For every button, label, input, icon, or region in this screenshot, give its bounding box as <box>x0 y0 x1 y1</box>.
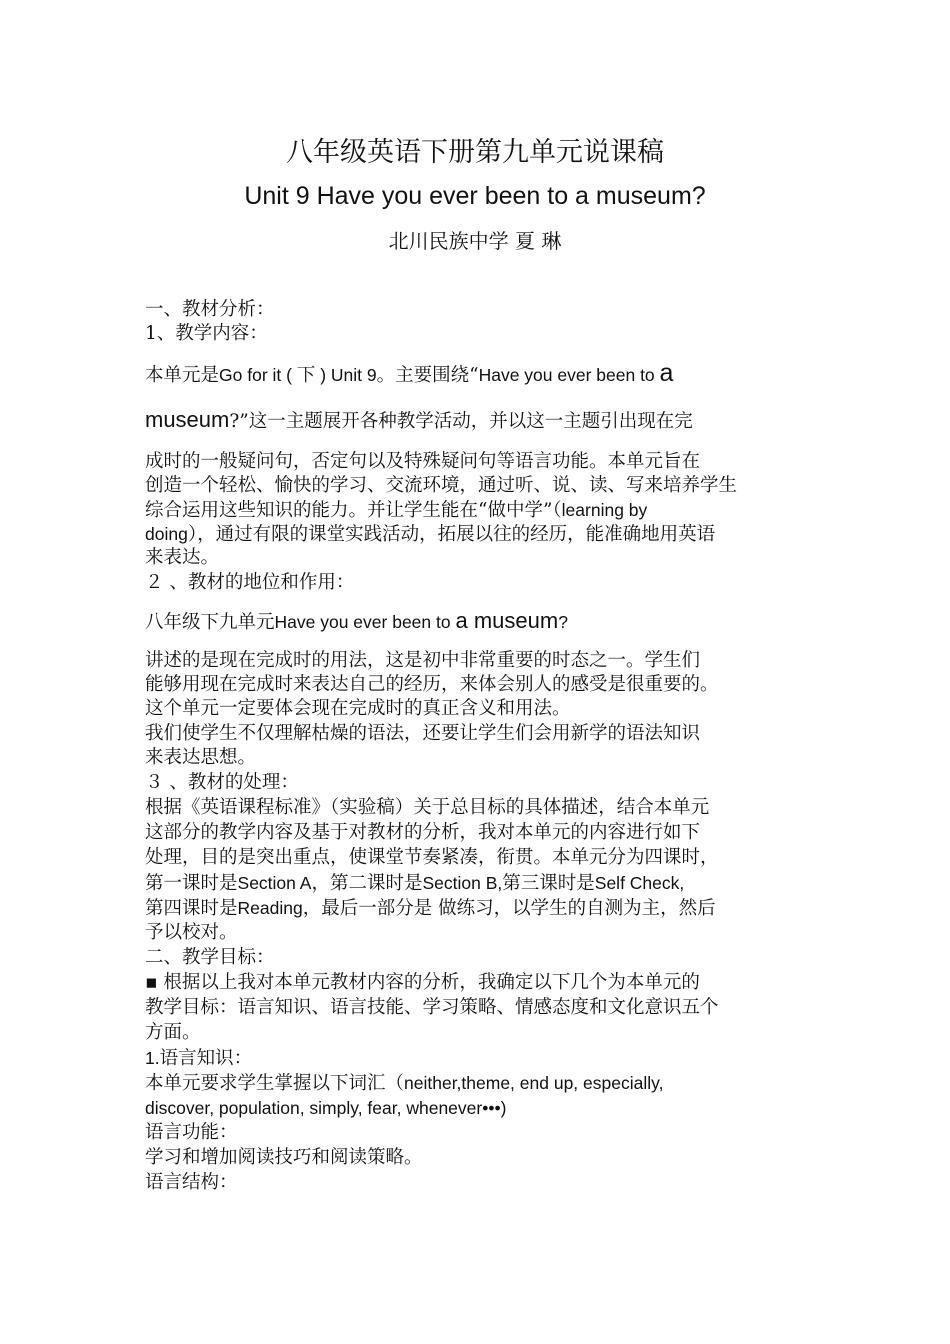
text-run: Have you ever been to <box>274 612 456 632</box>
paragraph-line: 学习和增加阅读技巧和阅读策略。 <box>145 1147 423 1168</box>
text-run: Section A <box>237 873 312 893</box>
text-run: 本单元要求学生掌握以下词汇（ <box>145 1073 405 1094</box>
text-run: 第四课时是 <box>145 898 238 919</box>
author-line: 北川民族中学 夏 琳 <box>388 229 562 253</box>
paragraph-line <box>145 361 673 388</box>
text-run: Self Check, <box>594 873 685 893</box>
paragraph-line <box>145 1071 663 1096</box>
paragraph-line: 根据《英语课程标准》（实验稿）关于总目标的具体描述，结合本单元 <box>145 797 710 818</box>
text-run: neither,theme, end up, especially, <box>404 1073 664 1093</box>
paragraph-line: 成时的一般疑问句，否定句以及特殊疑问句等语言功能。本单元旨在 <box>145 451 701 472</box>
paragraph-line <box>145 609 568 635</box>
paragraph-line: 处理，目的是突出重点，使课堂节奏紧凑，衔贯。本单元分为四课时， <box>145 847 719 868</box>
paragraph-line: 讲述的是现在完成时的用法，这是初中非常重要的时态之一。学生们 <box>145 650 701 671</box>
paragraph-line: 这部分的教学内容及基于对教材的分析，我对本单元的内容进行如下 <box>145 822 701 843</box>
text-run: museum <box>145 407 230 432</box>
text-run: ，第二课时是 <box>311 873 423 894</box>
paragraph-line: 这个单元一定要体会现在完成时的真正含义和用法。 <box>145 698 571 719</box>
text-run: ?”这一主题展开各种教学活动，并以这一主题引出现在完 <box>229 411 693 432</box>
text-run: 本单元是 <box>145 365 220 386</box>
text-run: 第一课时是 <box>145 873 238 894</box>
text-run: ，最后一部分是 做练习，以学生的自测为主，然后 <box>302 898 716 919</box>
paragraph-line: 方面。 <box>145 1022 201 1043</box>
paragraph-line: discover, population, simply, fear, whenever•••) <box>145 1098 507 1118</box>
paragraph-line: 予以校对。 <box>145 922 238 943</box>
section-heading-2: 二、教学目标： <box>145 947 275 968</box>
text-run: Section B, <box>422 873 503 893</box>
text-run: 第三课时是 <box>502 873 595 894</box>
text-run: ) Unit 9 <box>315 365 377 385</box>
document-title: 八年级英语下册第九单元说课稿 <box>286 137 664 168</box>
paragraph-line <box>145 522 715 547</box>
paragraph-line: 我们使学生不仅理解枯燥的语法，还要让学生们会用新学的语法知识 <box>145 723 701 744</box>
text-run: Reading <box>237 898 303 918</box>
text-run: 综合运用这些知识的能力。并让学生能在“做中学”（ <box>145 500 562 521</box>
document-subtitle: Unit 9 Have you ever been to a museum? <box>244 182 706 210</box>
subheading-2-1 <box>145 1046 252 1071</box>
text-run: ? <box>558 612 568 632</box>
paragraph-line <box>145 896 716 921</box>
text-run: Have you ever been to <box>478 365 660 385</box>
paragraph-line <box>145 498 647 523</box>
paragraph-line: 创造一个轻松、愉快的学习、交流环境，通过听、说、读、写来培养学生 <box>145 475 738 496</box>
text-run: Go for it ( <box>219 365 297 385</box>
paragraph-line: 能够用现在完成时来表达自己的经历，来体会别人的感受是很重要的。 <box>145 674 719 695</box>
text-run: a <box>659 359 674 387</box>
text-run: 。主要围绕“ <box>376 365 479 386</box>
text-run: ），通过有限的课堂实践活动，拓展以往的经历，能准确地用英语 <box>187 524 716 545</box>
subheading-1-2: ２ 、教材的地位和作用： <box>145 572 355 593</box>
subheading-language-function: 语言功能： <box>145 1122 238 1143</box>
text-run: 语言知识： <box>159 1048 253 1069</box>
section-heading-1: 一、教材分析： <box>145 299 275 320</box>
paragraph-line <box>145 408 693 434</box>
paragraph-line: 教学目标：语言知识、语言技能、学习策略、情感态度和文化意识五个 <box>145 997 719 1018</box>
text-run: 八年级下九单元 <box>145 612 275 633</box>
paragraph-line: 来表达。 <box>145 547 220 568</box>
paragraph-line: 来表达思想。 <box>145 747 257 768</box>
text-run: 1. <box>145 1048 160 1068</box>
text-run: 下 <box>296 365 316 386</box>
text-run: learning by <box>561 500 648 520</box>
text-run: a museum <box>455 608 559 633</box>
subheading-language-structure: 语言结构： <box>145 1172 238 1193</box>
subheading-1-1: 1、教学内容： <box>145 323 268 344</box>
paragraph-line: ▪ 根据以上我对本单元教材内容的分析，我确定以下几个为本单元的 <box>145 972 700 993</box>
subheading-1-3: ３ 、教材的处理： <box>145 772 299 793</box>
text-run: doing <box>145 524 188 544</box>
paragraph-line <box>145 871 684 896</box>
